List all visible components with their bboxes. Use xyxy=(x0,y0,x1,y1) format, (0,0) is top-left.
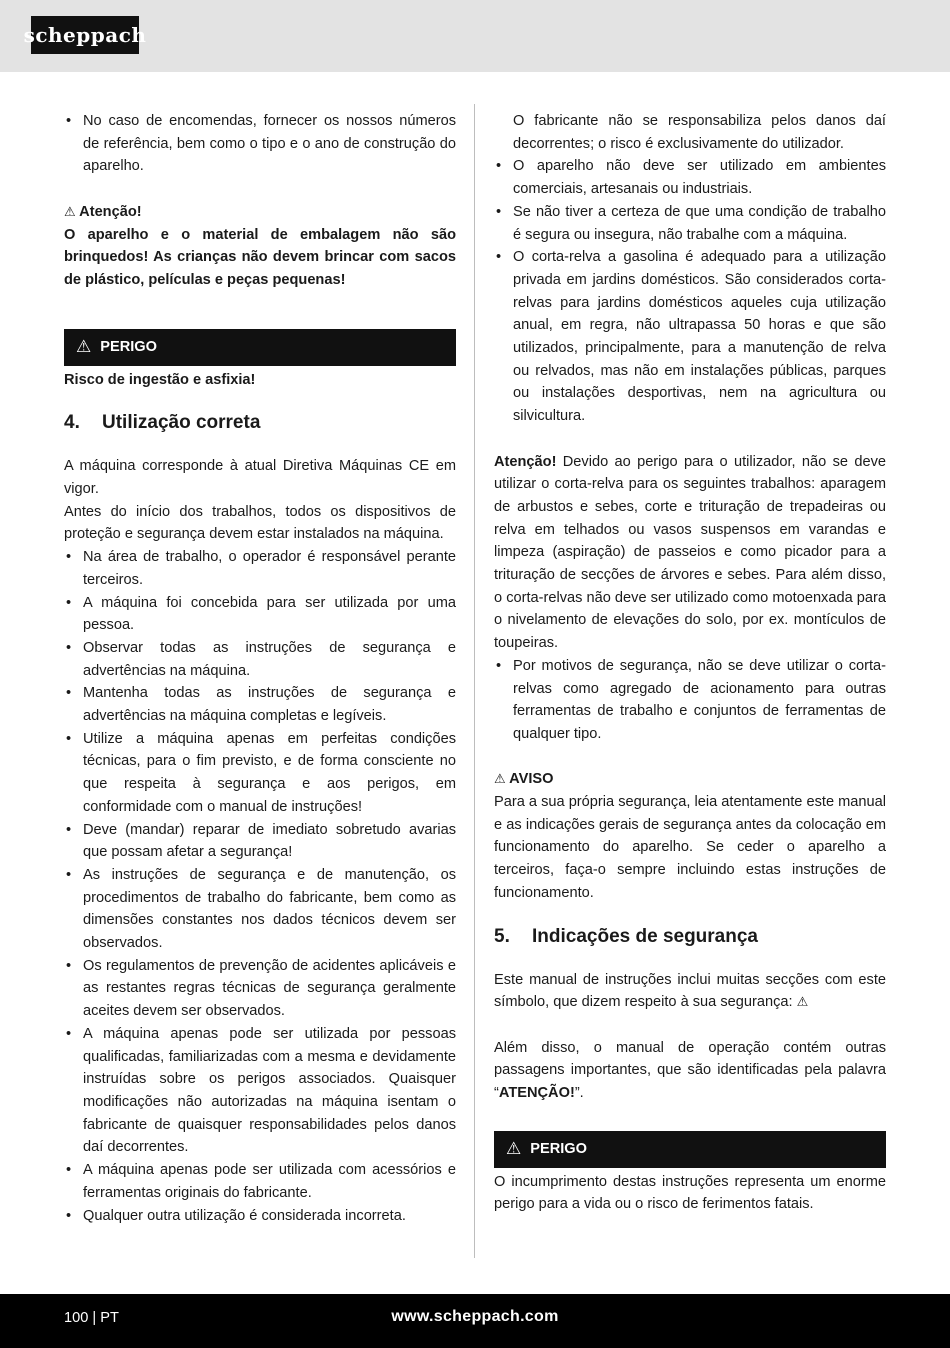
page-footer xyxy=(0,1294,950,1348)
safety-bullet-list xyxy=(494,655,886,746)
paragraph xyxy=(494,1037,886,1105)
attention-text: Devido ao perigo para o utilizador, não se deve utilizar o corta-relva para os seguintes trabalhos: aparagem de arbustos e sebes, corte e trituração de trepadeiras ou relva em telhados ou vasos suspensos em varandas e limpeza (aspiração) de passeios e como picador para a trituração de secções de árvores e sebes. Para além disso, o corta-relvas não deve ser utilizado como motoenxada para o nivelamento de elevações do solo, por ex. montículos de toupeiras. xyxy=(494,453,886,652)
usage-bullet-list xyxy=(64,546,456,1227)
page-header xyxy=(0,0,950,72)
page-number: 100 | PT xyxy=(64,1310,119,1326)
section-4-heading xyxy=(64,410,456,436)
warning-triangle-icon: ⚠ xyxy=(76,336,92,356)
list-item: • Por motivos de segurança, não se deve utilizar o corta-relvas como agregado de acionamento para outras ferramentas de trabalho e conjuntos de ferramentas de qualquer tipo. xyxy=(494,655,886,746)
right-column xyxy=(494,110,886,1216)
warning-triangle-icon: ⚠ xyxy=(506,1138,522,1158)
paragraph: Antes do início dos trabalhos, todos os dispositivos de proteção e segurança devem estar instalados na máquina. xyxy=(64,503,456,543)
symbol-sentence: Este manual de instruções inclui muitas secções com este símbolo, que dizem respeito à sua segurança: xyxy=(494,971,886,1011)
website-link[interactable]: www.scheppach.com xyxy=(391,1308,559,1325)
section-title: Utilização correta xyxy=(102,412,261,434)
attention-keyword: ATENÇÃO! xyxy=(498,1085,575,1102)
attention-paragraph xyxy=(494,451,886,655)
paragraph xyxy=(494,969,886,1014)
aviso-heading xyxy=(494,768,886,791)
restriction-bullet-list xyxy=(494,155,886,427)
danger-text: Risco de ingestão e asfixia! xyxy=(64,371,256,388)
warning-triangle-icon: ⚠ xyxy=(494,771,506,787)
attention-heading xyxy=(64,201,456,224)
list-item: • O corta-relva a gasolina é adequado para a utilização privada em jardins domésticos. São considerados corta-relvas para jardins domésticos aqueles cuja utilização anual, em regra, não ultrapassa 50 horas e que são utilizados, principalmente, para a manutenção de relva ou relvados, mas não em instalações públicas, parques ou instalações desportivas, nem na agricultura ou silvicultura. xyxy=(494,246,886,428)
aviso-text: Para a sua própria segurança, leia atentamente este manual e as indicações gerais de segurança antes da colocação em funcionamento do aparelho. Se ceder o aparelho a terceiros, faça-o sempre incluindo estas instruções de funcionamento. xyxy=(494,794,886,901)
paragraph-start: Além disso, o manual de operação contém outras passagens importantes, que são identificadas pela palavra “ xyxy=(494,1039,886,1102)
continued-text: O fabricante não se responsabiliza pelos danos daí decorrentes; o risco é exclusivamente do utilizador. xyxy=(513,113,886,152)
danger-label: PERIGO xyxy=(530,1140,588,1157)
section-number: 4. xyxy=(64,412,80,434)
paragraph-end: ”. xyxy=(574,1085,584,1102)
paragraph: A máquina corresponde à atual Diretiva Máquinas CE em vigor. xyxy=(64,458,456,498)
list-item: • Utilize a máquina apenas em perfeitas condições técnicas, para o fim previsto, e de forma consciente no que respeita à segurança e aos perigos, em conformidade com o manual de instruções! xyxy=(64,728,456,819)
section-title: Indicações de segurança xyxy=(532,925,758,947)
intro-bullet-list xyxy=(64,110,456,178)
list-item: • A máquina apenas pode ser utilizada com acessórios e ferramentas originais do fabricante. xyxy=(64,1159,456,1204)
list-item: • Deve (mandar) reparar de imediato sobretudo avarias que possam afetar a segurança! xyxy=(64,819,456,864)
list-item: • Os regulamentos de prevenção de acidentes aplicáveis e as restantes regras técnicas de segurança geralmente aceites devem ser observados. xyxy=(64,955,456,1023)
list-item: • No caso de encomendas, fornecer os nossos números de referência, bem como o tipo e o ano de construção do aparelho. xyxy=(64,110,456,178)
list-item: • Se não tiver a certeza de que uma condição de trabalho é segura ou insegura, não trabalhe com a máquina. xyxy=(494,201,886,246)
attention-title: Atenção! xyxy=(79,203,142,220)
danger-banner xyxy=(494,1131,886,1168)
warning-triangle-icon: ⚠ xyxy=(64,203,76,219)
column-divider xyxy=(474,104,475,1258)
aviso-label: AVISO xyxy=(509,771,554,788)
list-item: • A máquina apenas pode ser utilizada por pessoas qualificadas, familiarizadas com a mesma e devidamente instruídas sobre os perigos associados. Quaisquer modificações não autorizadas na máquina isentam o fabricante de quaisquer responsabilidades pelos danos daí decorrentes. xyxy=(64,1023,456,1159)
list-item: • As instruções de segurança e de manutenção, os procedimentos de trabalho do fabricante, bem como as dimensões constantes nos dados técnicos devem ser observados. xyxy=(64,864,456,955)
list-item: • Observar todas as instruções de segurança e advertências na máquina. xyxy=(64,637,456,682)
danger-text: O incumprimento destas instruções representa um enorme perigo para a vida ou o risco de ferimentos fatais. xyxy=(494,1173,886,1213)
list-item: • Na área de trabalho, o operador é responsável perante terceiros. xyxy=(64,546,456,591)
section-5-heading xyxy=(494,924,886,950)
left-column xyxy=(64,110,456,1227)
scheppach-logo: scheppach xyxy=(31,16,139,54)
list-item: • Qualquer outra utilização é considerada incorreta. xyxy=(64,1205,456,1228)
attention-text: O aparelho e o material de embalagem não são brinquedos! As crianças não devem brincar com sacos de plástico, películas e peças pequenas! xyxy=(64,226,456,288)
attention-label: Atenção! xyxy=(494,453,557,470)
list-item: • O aparelho não deve ser utilizado em ambientes comerciais, artesanais ou industriais. xyxy=(494,155,886,200)
danger-banner xyxy=(64,329,456,366)
danger-label: PERIGO xyxy=(100,338,158,355)
list-item: • A máquina foi concebida para ser utilizada por uma pessoa. xyxy=(64,592,456,637)
section-number: 5. xyxy=(494,925,510,947)
list-item: • Mantenha todas as instruções de segurança e advertências na máquina completas e legíveis. xyxy=(64,682,456,727)
warning-triangle-icon: ⚠ xyxy=(796,994,809,1010)
